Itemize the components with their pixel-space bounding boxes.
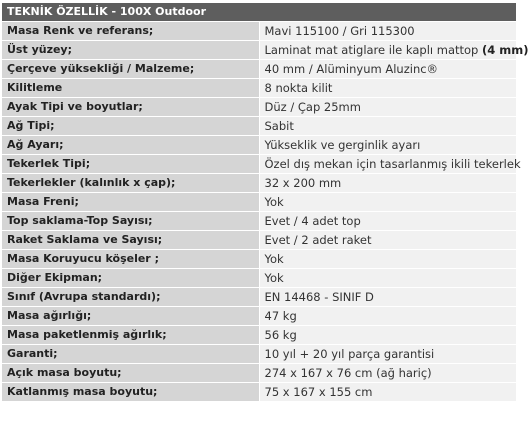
table-row bbox=[2, 288, 517, 307]
table-row bbox=[2, 231, 517, 250]
spec-value-emphasis: (4 mm) bbox=[482, 43, 528, 57]
spec-value-text: 40 mm / Alüminyum Aluzinc® bbox=[264, 62, 439, 76]
spec-value bbox=[259, 60, 517, 79]
spec-label: Üst yüzey; bbox=[2, 41, 260, 60]
spec-value bbox=[259, 79, 517, 98]
spec-value bbox=[259, 41, 528, 60]
spec-value-text: 10 yıl + 20 yıl parça garantisi bbox=[264, 347, 435, 361]
spec-label: Masa Koruyucu köşeler ; bbox=[2, 250, 260, 269]
table-row bbox=[2, 383, 517, 402]
spec-value-text: 8 nokta kilit bbox=[264, 81, 333, 95]
spec-value-text: Mavi 115100 / Gri 115300 bbox=[264, 24, 415, 38]
spec-label: Masa Renk ve referans; bbox=[2, 22, 260, 41]
table-row bbox=[2, 212, 517, 231]
spec-label: Açık masa boyutu; bbox=[2, 364, 260, 383]
spec-label: Katlanmış masa boyutu; bbox=[2, 383, 260, 402]
table-row bbox=[2, 117, 517, 136]
spec-value bbox=[259, 136, 517, 155]
table-row bbox=[2, 345, 517, 364]
table-row bbox=[2, 136, 517, 155]
spec-value-text: Evet / 2 adet raket bbox=[264, 233, 372, 247]
table-row bbox=[2, 326, 517, 345]
spec-value bbox=[259, 231, 517, 250]
table-row bbox=[2, 364, 517, 383]
spec-label: Ağ Tipi; bbox=[2, 117, 260, 136]
spec-value-text: Yok bbox=[264, 195, 284, 209]
table-row bbox=[2, 250, 517, 269]
spec-table-body bbox=[2, 3, 528, 402]
spec-value bbox=[259, 326, 517, 345]
spec-value bbox=[259, 174, 517, 193]
spec-value bbox=[259, 212, 517, 231]
spec-value bbox=[259, 364, 517, 383]
table-row bbox=[2, 79, 517, 98]
table-row bbox=[2, 193, 517, 212]
spec-value-text: Yok bbox=[264, 252, 284, 266]
spec-value bbox=[259, 117, 517, 136]
spec-value bbox=[259, 193, 517, 212]
spec-value-text: 274 x 167 x 76 cm (ağ hariç) bbox=[264, 366, 432, 380]
spec-label: Masa Freni; bbox=[2, 193, 260, 212]
table-title: TEKNİK ÖZELLİK - 100X Outdoor bbox=[2, 3, 517, 22]
spec-label: Ağ Ayarı; bbox=[2, 136, 260, 155]
spec-value bbox=[259, 288, 517, 307]
table-row bbox=[2, 22, 517, 41]
spec-value bbox=[259, 345, 517, 364]
spec-value-text: Yok bbox=[264, 271, 284, 285]
spec-label: Diğer Ekipman; bbox=[2, 269, 260, 288]
table-row bbox=[2, 155, 517, 174]
spec-value-text: Laminat mat atiglare ile kaplı mattop bbox=[264, 43, 482, 57]
spec-label: Top saklama-Top Sayısı; bbox=[2, 212, 260, 231]
spec-value bbox=[259, 155, 521, 174]
table-row bbox=[2, 307, 517, 326]
table-row bbox=[2, 269, 517, 288]
spec-value-text: 56 kg bbox=[264, 328, 297, 342]
spec-table bbox=[1, 2, 528, 402]
spec-value bbox=[259, 383, 517, 402]
spec-value bbox=[259, 250, 517, 269]
spec-label: Garanti; bbox=[2, 345, 260, 364]
spec-label: Sınıf (Avrupa standardı); bbox=[2, 288, 260, 307]
spec-label: Çerçeve yüksekliği / Malzeme; bbox=[2, 60, 260, 79]
spec-value-text: 32 x 200 mm bbox=[264, 176, 342, 190]
spec-value bbox=[259, 22, 517, 41]
spec-label: Raket Saklama ve Sayısı; bbox=[2, 231, 260, 250]
spec-value-text: Sabit bbox=[264, 119, 294, 133]
table-header-row bbox=[2, 3, 517, 22]
table-row bbox=[2, 60, 517, 79]
table-row bbox=[2, 174, 517, 193]
spec-value-text: Yükseklik ve gerginlik ayarı bbox=[264, 138, 421, 152]
spec-label: Tekerlek Tipi; bbox=[2, 155, 260, 174]
spec-label: Kilitleme bbox=[2, 79, 260, 98]
spec-value-text: EN 14468 - SINIF D bbox=[264, 290, 374, 304]
spec-value-text: Özel dış mekan için tasarlanmış ikili tekerlek bbox=[264, 157, 521, 171]
spec-label: Masa ağırlığı; bbox=[2, 307, 260, 326]
spec-value-text: 47 kg bbox=[264, 309, 297, 323]
spec-label: Ayak Tipi ve boyutlar; bbox=[2, 98, 260, 117]
spec-value bbox=[259, 98, 517, 117]
spec-value-text: Düz / Çap 25mm bbox=[264, 100, 361, 114]
spec-value bbox=[259, 307, 517, 326]
spec-value-text: Evet / 4 adet top bbox=[264, 214, 361, 228]
table-row bbox=[2, 98, 517, 117]
table-row bbox=[2, 41, 517, 60]
spec-value bbox=[259, 269, 517, 288]
spec-value-text: 75 x 167 x 155 cm bbox=[264, 385, 373, 399]
spec-label: Masa paketlenmiş ağırlık; bbox=[2, 326, 260, 345]
spec-label: Tekerlekler (kalınlık x çap); bbox=[2, 174, 260, 193]
